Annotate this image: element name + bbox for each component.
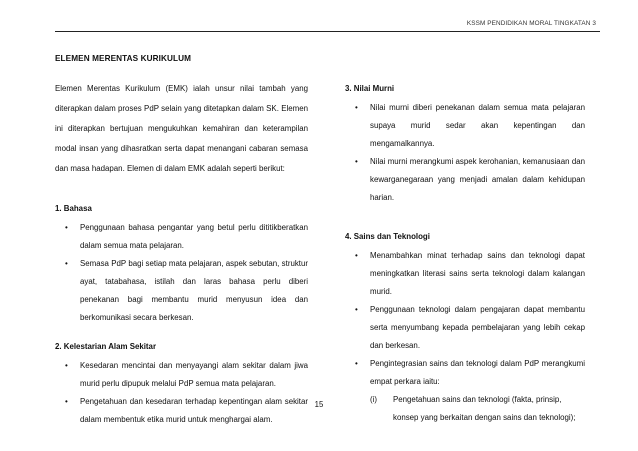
bullet-item: • Penggunaan bahasa pengantar yang betul perlu dititikberatkan dalam semua mata pelajaran. [55,219,308,255]
intro-paragraph: Elemen Merentas Kurikulum (EMK) ialah unsur nilai tambah yang diterapkan dalam proses PdP selain yang ditetapkan dalam SK. Elemen ini diterapkan bertujuan mengukuhkan kemahiran dan keterampilan modal insan yang dihasratkan serta dapat menangani cabaran semasa dan masa hadapan. Elemen di dalam EMK adalah seperti berikut: [55,84,308,173]
bullet-item: • Menambahkan minat terhadap sains dan teknologi dapat meningkatkan literasi sains serta teknologi dalam kalangan murid. [345,247,585,301]
left-column [55,79,308,429]
bullet-item: • Kesedaran mencintai dan menyayangi alam sekitar dalam jiwa murid perlu dipupuk melalui PdP semua mata pelajaran. [55,357,308,393]
bullet-item: • Semasa PdP bagi setiap mata pelajaran, aspek sebutan, struktur ayat, tatabahasa, istilah dan laras bahasa perlu diberi penekanan bagi membantu murid menyusun idea dan berkomunikasi secara berkesan. [55,255,308,327]
numbered-sub-list [345,391,585,427]
bullet-item: • Pengetahuan dan kesedaran terhadap kepentingan alam sekitar dalam membentuk etika murid untuk menghargai alam. [55,393,308,429]
bullet-item: • Penggunaan teknologi dalam pengajaran dapat membantu serta menyumbang kepada pembelajaran yang lebih cekap dan berkesan. [345,301,585,355]
heading-bahasa: 1. Bahasa [55,204,92,213]
bullet-item: • Nilai murni diberi penekanan dalam semua mata pelajaran supaya murid sedar akan kepentingan dan mengamalkannya. [345,99,585,153]
heading-kelestarian-alam-sekitar: 2. Kelestarian Alam Sekitar [55,342,157,351]
running-header: KSSM PENDIDIKAN MORAL TINGKATAN 3 [466,20,596,27]
bahasa-bullet-list [55,219,308,327]
sub-list-item [345,391,585,427]
section-title: ELEMEN MERENTAS KURIKULUM [55,54,192,63]
nilai-murni-bullet-list [345,99,585,207]
sub-item-number: (i) [370,395,378,404]
heading-nilai-murni: 3. Nilai Murni [345,84,395,93]
bullet-item: • Pengintegrasian sains dan teknologi dalam PdP merangkumi empat perkara iaitu: [345,355,585,391]
header-rule [55,31,600,32]
heading-sains-dan-teknologi: 4. Sains dan Teknologi [345,232,430,241]
page-number: 15 [314,400,324,409]
right-column [345,79,585,427]
sub-item-text: Pengetahuan sains dan teknologi (fakta, prinsip, konsep yang berkaitan dengan sains dan teknologi); [393,395,576,422]
sains-teknologi-bullet-list [345,247,585,391]
bullet-item: • Nilai murni merangkumi aspek kerohanian, kemanusiaan dan kewarganegaraan yang menjadi amalan dalam kehidupan harian. [345,153,585,207]
kelestarian-bullet-list [55,357,308,429]
